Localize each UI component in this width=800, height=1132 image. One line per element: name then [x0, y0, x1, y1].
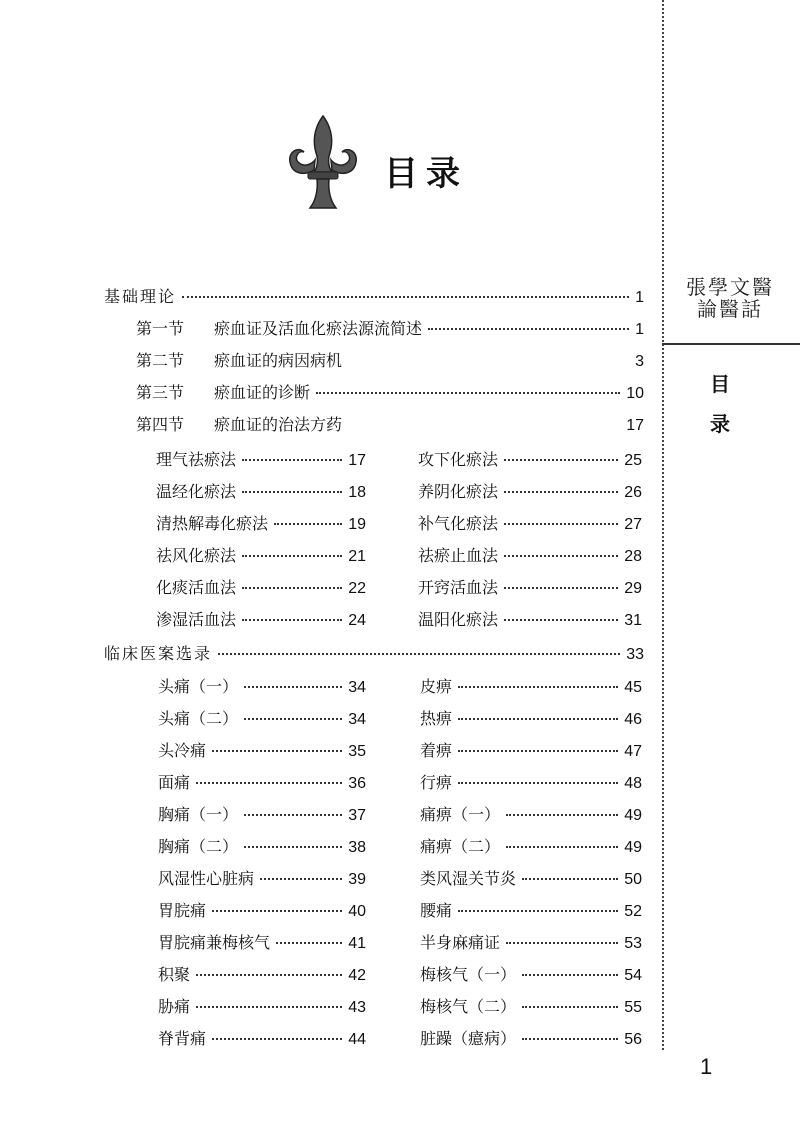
- toc-page: 34: [348, 679, 366, 696]
- toc-case-5[interactable]: [158, 802, 366, 832]
- toc-leader: [458, 782, 618, 784]
- toc-section-1[interactable]: [136, 316, 644, 346]
- toc-case-6[interactable]: [158, 834, 366, 864]
- toc-label: 养阴化瘀法: [418, 482, 499, 501]
- toc-case-11[interactable]: [158, 994, 366, 1024]
- toc-page: 53: [624, 935, 642, 952]
- toc-page: 22: [348, 580, 366, 597]
- toc-label: 祛风化瘀法: [156, 546, 237, 565]
- toc-leader: [504, 491, 618, 493]
- toc-case-10[interactable]: [158, 962, 366, 992]
- toc-page: 52: [624, 903, 642, 920]
- toc-leader: [212, 1038, 342, 1040]
- page-title: 目录: [384, 154, 468, 194]
- toc-case-14[interactable]: [420, 706, 642, 736]
- toc-page: 43: [348, 999, 366, 1016]
- toc-leader: [504, 555, 618, 557]
- toc-label: 渗湿活血法: [156, 610, 237, 629]
- toc-label: 开窍活血法: [418, 578, 499, 597]
- toc-leader: [504, 619, 618, 621]
- toc-leader: [458, 910, 618, 912]
- toc-label: 皮痹: [420, 677, 453, 696]
- toc-case-12[interactable]: [158, 1026, 366, 1056]
- toc-page: 17: [348, 452, 366, 469]
- toc-label: 清热解毒化瘀法: [156, 514, 269, 533]
- toc-case-19[interactable]: [420, 866, 642, 896]
- toc-page: 21: [348, 548, 366, 565]
- toc-label: 着痹: [420, 741, 453, 760]
- toc-leader: [196, 1006, 342, 1008]
- toc-label: 瘀血证的诊断: [214, 383, 311, 402]
- toc-leader: [316, 392, 620, 394]
- toc-leader: [522, 878, 618, 880]
- toc-case-16[interactable]: [420, 770, 642, 800]
- toc-label: 化痰活血法: [156, 578, 237, 597]
- toc-method-8[interactable]: [418, 479, 642, 509]
- toc-label: 临床医案选录: [104, 644, 213, 663]
- toc-label: 温阳化瘀法: [418, 610, 499, 629]
- toc-case-23[interactable]: [420, 994, 642, 1024]
- toc-leader: [218, 653, 620, 655]
- toc-leader: [242, 587, 342, 589]
- toc-case-1[interactable]: [158, 674, 366, 704]
- toc-case-15[interactable]: [420, 738, 642, 768]
- sidebar-section-label-1: 目: [710, 372, 730, 396]
- toc-method-9[interactable]: [418, 511, 642, 541]
- toc-leader: [196, 974, 342, 976]
- toc-method-6[interactable]: [156, 607, 366, 637]
- toc-leader: [242, 619, 342, 621]
- toc-leader: [522, 974, 618, 976]
- toc-method-4[interactable]: [156, 543, 366, 573]
- toc-label: 祛瘀止血法: [418, 546, 499, 565]
- toc-section-3[interactable]: [136, 380, 644, 410]
- sidebar-section-label-2: 录: [710, 412, 730, 436]
- toc-case-2[interactable]: [158, 706, 366, 736]
- section-number: 第二节: [136, 351, 185, 370]
- toc-case-13[interactable]: [420, 674, 642, 704]
- toc-method-3[interactable]: [156, 511, 366, 541]
- toc-label: 痛痹（二）: [420, 837, 501, 856]
- toc-page: 48: [624, 775, 642, 792]
- toc-page: 39: [348, 871, 366, 888]
- toc-page: 31: [624, 612, 642, 629]
- toc-leader: [244, 718, 342, 720]
- toc-leader: [244, 686, 342, 688]
- toc-case-21[interactable]: [420, 930, 642, 960]
- toc-label: 胃脘痛兼梅核气: [158, 933, 271, 952]
- toc-case-4[interactable]: [158, 770, 366, 800]
- toc-method-7[interactable]: [418, 447, 642, 477]
- toc-label: 头痛（一）: [158, 677, 239, 696]
- toc-method-1[interactable]: [156, 447, 366, 477]
- toc-page: 25: [624, 452, 642, 469]
- toc-case-24[interactable]: [420, 1026, 642, 1056]
- toc-leader: [276, 942, 342, 944]
- toc-leader: [458, 718, 618, 720]
- toc-leader: [506, 814, 618, 816]
- toc-leader: [182, 296, 629, 298]
- toc-case-18[interactable]: [420, 834, 642, 864]
- toc-case-22[interactable]: [420, 962, 642, 992]
- toc-page: 36: [348, 775, 366, 792]
- toc-method-5[interactable]: [156, 575, 366, 605]
- toc-leader: [428, 328, 629, 330]
- page-number: 1: [700, 1054, 713, 1079]
- section-number: 第三节: [136, 383, 185, 402]
- toc-label: 腰痛: [420, 901, 453, 920]
- toc-label: 胁痛: [158, 997, 191, 1016]
- toc-page: 38: [348, 839, 366, 856]
- toc-case-7[interactable]: [158, 866, 366, 896]
- toc-page: 17: [626, 417, 644, 434]
- toc-label: 理气祛瘀法: [156, 450, 237, 469]
- section-number: 第四节: [136, 415, 185, 434]
- section-number: 第一节: [136, 319, 185, 338]
- toc-label: 补气化瘀法: [418, 514, 499, 533]
- toc-label: 温经化瘀法: [156, 482, 237, 501]
- toc-label: 基础理论: [104, 287, 177, 306]
- toc-page: 29: [624, 580, 642, 597]
- toc-label: 半身麻痛证: [420, 933, 501, 952]
- toc-page: 54: [624, 967, 642, 984]
- toc-leader: [242, 555, 342, 557]
- toc-leader: [504, 523, 618, 525]
- toc-page: 41: [348, 935, 366, 952]
- toc-page: 55: [624, 999, 642, 1016]
- toc-page: 56: [624, 1031, 642, 1048]
- toc-method-12[interactable]: [418, 607, 642, 637]
- toc-label: 梅核气（二）: [420, 997, 517, 1016]
- toc-leader: [242, 491, 342, 493]
- toc-case-17[interactable]: [420, 802, 642, 832]
- toc-page: 19: [348, 516, 366, 533]
- toc-leader: [506, 942, 618, 944]
- toc-method-2[interactable]: [156, 479, 366, 509]
- toc-page: 1: [635, 289, 644, 306]
- toc-page: 42: [348, 967, 366, 984]
- toc-page: 28: [624, 548, 642, 565]
- toc-case-20[interactable]: [420, 898, 642, 928]
- toc-page: 44: [348, 1031, 366, 1048]
- toc-label: 风湿性心脏病: [158, 869, 255, 888]
- toc-label: 脊背痛: [158, 1029, 207, 1048]
- toc-method-10[interactable]: [418, 543, 642, 573]
- toc-page: 1: [635, 321, 644, 338]
- toc-section-2[interactable]: [136, 348, 644, 378]
- toc-case-8[interactable]: [158, 898, 366, 928]
- toc-page: 50: [624, 871, 642, 888]
- toc-leader: [522, 1038, 618, 1040]
- toc-label: 热痹: [420, 709, 453, 728]
- toc-case-9[interactable]: [158, 930, 366, 960]
- toc-leader: [348, 424, 620, 426]
- toc-label: 梅核气（一）: [420, 965, 517, 984]
- toc-leader: [244, 846, 342, 848]
- toc-label: 胸痛（一）: [158, 805, 239, 824]
- toc-label: 行痹: [420, 773, 453, 792]
- toc-leader: [274, 523, 342, 525]
- toc-label: 面痛: [158, 773, 191, 792]
- toc-section-4[interactable]: [136, 412, 644, 442]
- toc-leader: [212, 750, 342, 752]
- series-title: 張學文醫論醫話: [686, 275, 774, 321]
- toc-leader: [242, 459, 342, 461]
- toc-page: 37: [348, 807, 366, 824]
- toc-page: 24: [348, 612, 366, 629]
- toc-page: 26: [624, 484, 642, 501]
- toc-case-3[interactable]: [158, 738, 366, 768]
- toc-method-11[interactable]: [418, 575, 642, 605]
- toc-label: 痛痹（一）: [420, 805, 501, 824]
- toc-page: 40: [348, 903, 366, 920]
- toc-page: 3: [635, 353, 644, 370]
- toc-part-1[interactable]: [104, 284, 644, 314]
- toc-leader: [196, 782, 342, 784]
- toc-label: 积聚: [158, 965, 191, 984]
- toc-page: 18: [348, 484, 366, 501]
- toc-page: 47: [624, 743, 642, 760]
- toc-label: 头痛（二）: [158, 709, 239, 728]
- toc-page: 45: [624, 679, 642, 696]
- toc-page: 33: [626, 646, 644, 663]
- toc-leader: [458, 686, 618, 688]
- toc-label: 类风湿关节炎: [420, 869, 517, 888]
- toc-label: 攻下化瘀法: [418, 450, 499, 469]
- toc-leader: [212, 910, 342, 912]
- toc-leader: [458, 750, 618, 752]
- toc-label: 瘀血证的病因病机: [214, 351, 343, 370]
- toc-leader: [506, 846, 618, 848]
- toc-page: 49: [624, 807, 642, 824]
- toc-label: 胃脘痛: [158, 901, 207, 920]
- toc-leader: [504, 587, 618, 589]
- toc-label: 头冷痛: [158, 741, 207, 760]
- toc-page: 49: [624, 839, 642, 856]
- toc-label: 瘀血证及活血化瘀法源流简述: [214, 319, 423, 338]
- toc-part-2[interactable]: [104, 641, 644, 671]
- toc-leader: [348, 360, 629, 362]
- toc-page: 27: [624, 516, 642, 533]
- toc-leader: [504, 459, 618, 461]
- toc-leader: [244, 814, 342, 816]
- toc-leader: [260, 878, 342, 880]
- toc-page: 10: [626, 385, 644, 402]
- toc-label: 胸痛（二）: [158, 837, 239, 856]
- toc-page: 46: [624, 711, 642, 728]
- toc-leader: [522, 1006, 618, 1008]
- toc-label: 脏躁（癔病）: [420, 1029, 517, 1048]
- toc-page: 35: [348, 743, 366, 760]
- toc-page: 34: [348, 711, 366, 728]
- toc-label: 瘀血证的治法方药: [214, 415, 343, 434]
